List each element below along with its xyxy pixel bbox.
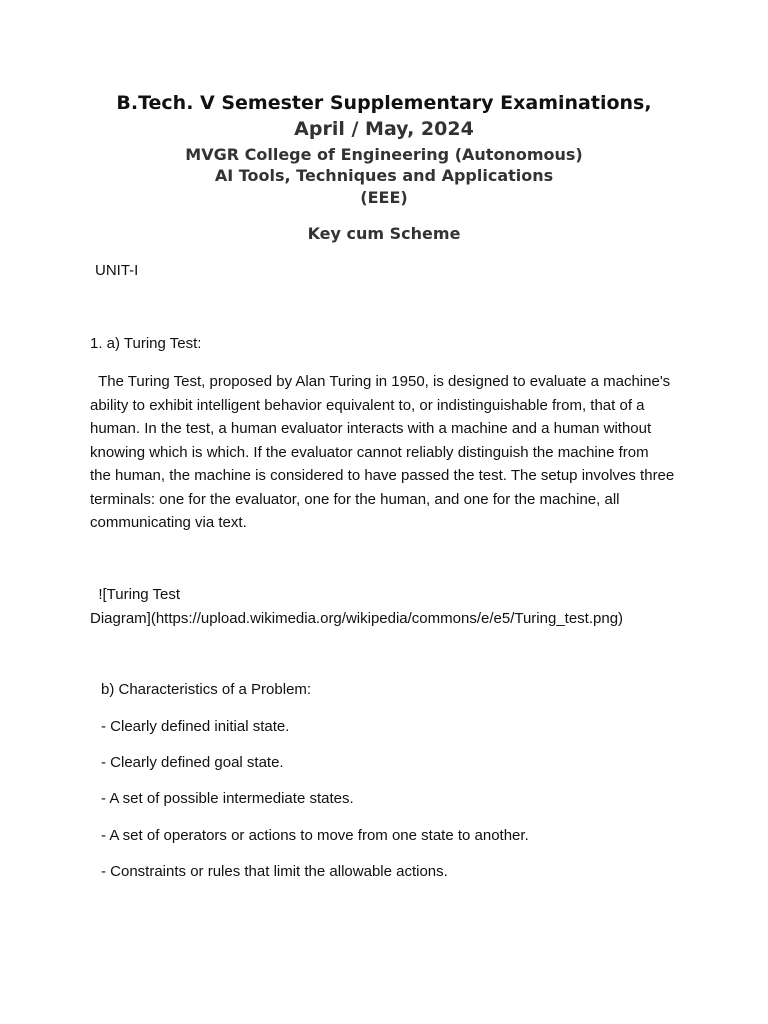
subject-name: AI Tools, Techniques and Applications xyxy=(214,166,554,185)
list-item: - A set of possible intermediate states. xyxy=(101,790,354,807)
turing-test-paragraph xyxy=(90,370,680,535)
paragraph-line: The Turing Test, proposed by Alan Turing in 1950, is designed to evaluate a machine's xyxy=(90,373,671,390)
exam-session: April / May, 2024 xyxy=(294,118,474,140)
paragraph-line: human. In the test, a human evaluator interacts with a machine and a human without xyxy=(90,420,652,437)
exam-title: B.Tech. V Semester Supplementary Examinations, xyxy=(116,92,652,114)
image-reference-text xyxy=(90,583,623,631)
question-1b-label: b) Characteristics of a Problem: xyxy=(101,681,312,698)
list-item: - Clearly defined goal state. xyxy=(101,754,284,771)
document-type: Key cum Scheme xyxy=(307,224,461,243)
list-item: - A set of operators or actions to move from one state to another. xyxy=(101,827,529,844)
paragraph-line: knowing which is which. If the evaluator cannot reliably distinguish the machine from xyxy=(90,443,649,461)
list-item: - Clearly defined initial state. xyxy=(101,718,290,735)
image-reference-line: Diagram](https://upload.wikimedia.org/wikipedia/commons/e/e5/Turing_test.png) xyxy=(90,610,624,627)
unit-label: UNIT-I xyxy=(95,262,139,279)
branch-name: (EEE) xyxy=(360,188,408,207)
paragraph-line: terminals: one for the evaluator, one for the human, and one for the machine, all xyxy=(90,490,620,508)
list-item: - Constraints or rules that limit the allowable actions. xyxy=(101,863,448,880)
paragraph-line: the human, the machine is considered to have passed the test. The setup involves three xyxy=(90,467,675,484)
paragraph-line: ability to exhibit intelligent behavior equivalent to, or indistinguishable from, that of a xyxy=(90,396,645,414)
college-name: MVGR College of Engineering (Autonomous) xyxy=(185,145,583,164)
question-1a-label: 1. a) Turing Test: xyxy=(90,335,202,352)
image-reference-line: ![Turing Test xyxy=(90,586,181,603)
paragraph-line: communicating via text. xyxy=(90,514,247,531)
